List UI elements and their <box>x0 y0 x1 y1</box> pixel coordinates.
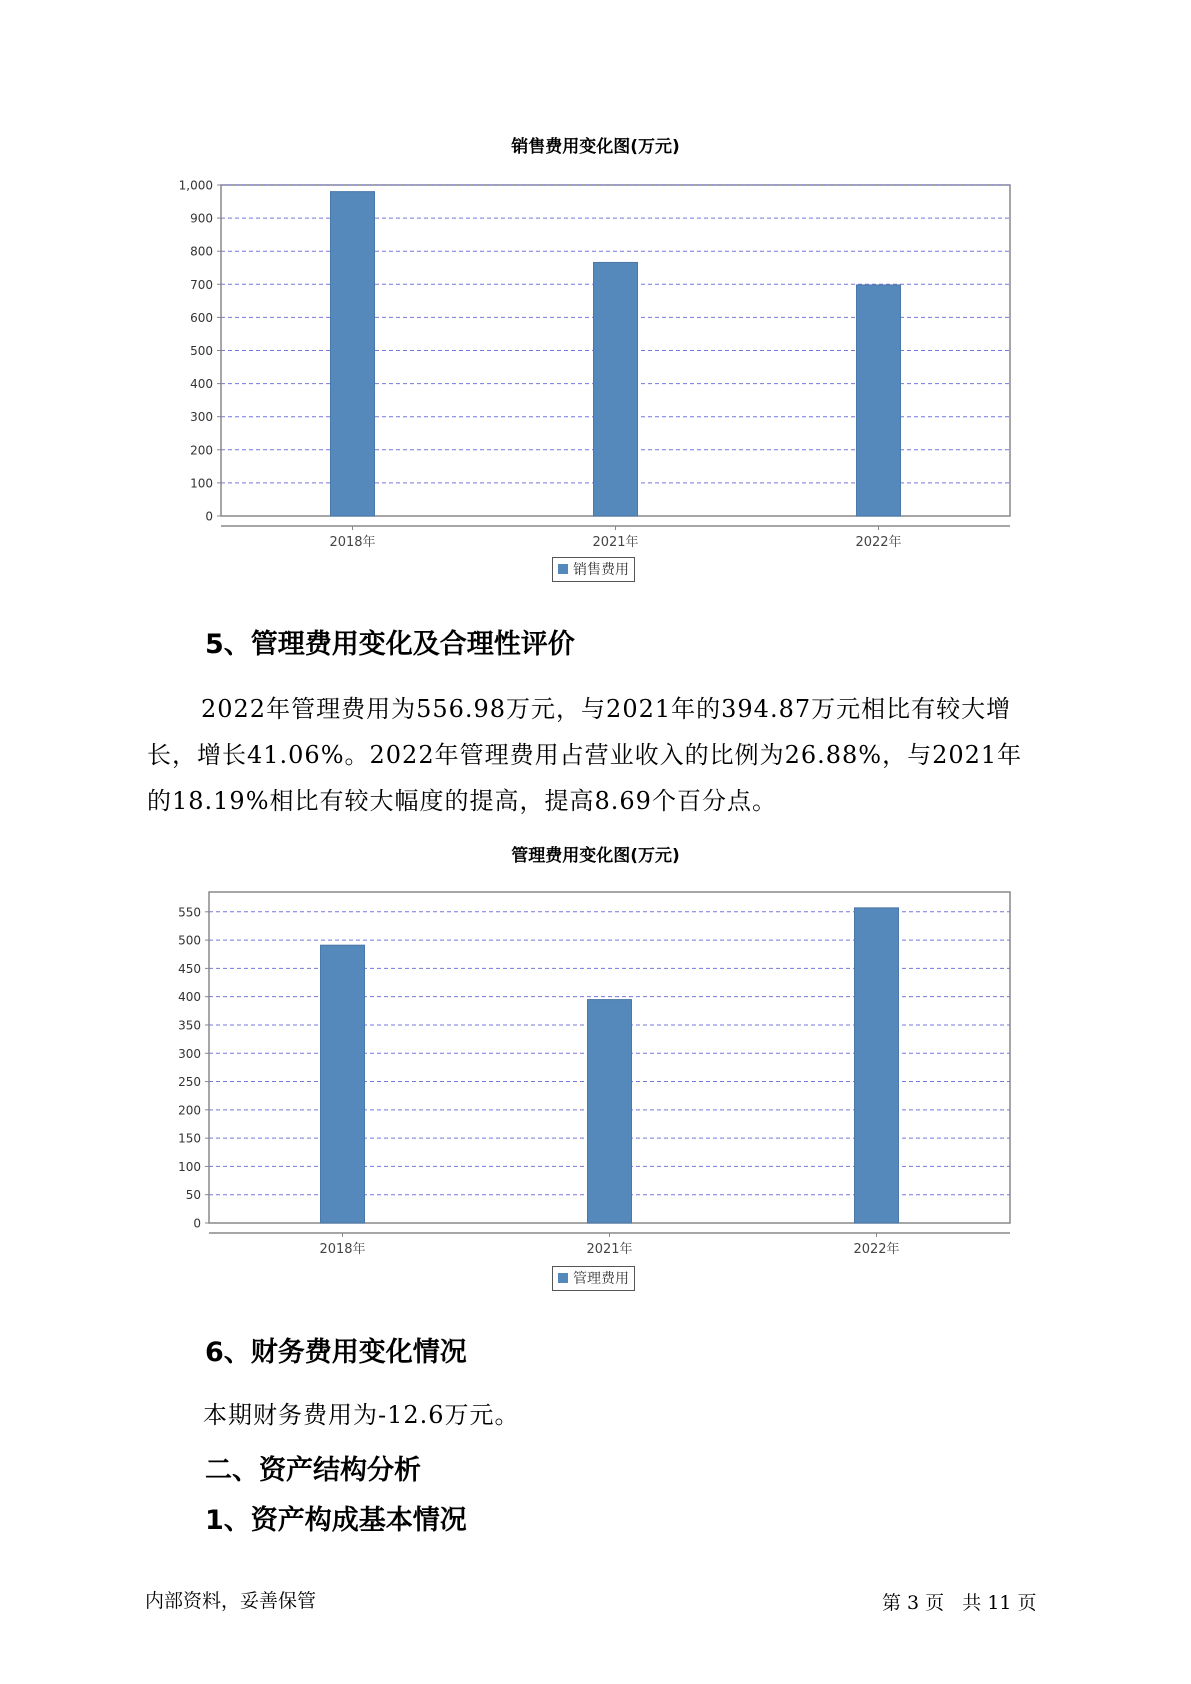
asset-structure-heading: 二、资产结构分析 <box>205 1455 421 1486</box>
y-tick-label: 200 <box>190 443 213 458</box>
y-tick-label: 400 <box>178 990 201 1005</box>
y-tick-label: 200 <box>178 1103 201 1118</box>
y-tick-label: 150 <box>178 1131 201 1146</box>
section-6-paragraph: 本期财务费用为-12.6万元。 <box>203 1401 520 1429</box>
y-tick-label: 550 <box>178 905 201 920</box>
section-5-paragraph: 2022年管理费用为556.98万元，与2021年的394.87万元相比有较大增长，增长41.06%。2022年管理费用占营业收入的比例为26.88%，与2021年的18.19%相比有较大幅度的提高，提高8.69个百分点。 <box>147 695 1023 815</box>
y-tick-label: 900 <box>190 211 213 226</box>
section-6-heading: 6、财务费用变化情况 <box>205 1337 467 1368</box>
y-tick-label: 100 <box>178 1159 201 1174</box>
y-tick-label: 800 <box>190 244 213 259</box>
y-tick-label: 300 <box>190 410 213 425</box>
footer-confidential: 内部资料，妥善保管 <box>145 1590 317 1612</box>
bar <box>855 908 899 1223</box>
y-tick-label: 500 <box>190 344 213 358</box>
x-tick-label: 2021年 <box>586 1242 633 1257</box>
y-tick-label: 250 <box>178 1075 201 1090</box>
y-tick-label: 50 <box>185 1188 201 1203</box>
y-tick-label: 600 <box>190 310 213 325</box>
section-5-heading: 5、管理费用变化及合理性评价 <box>205 629 575 660</box>
legend-label: 管理费用 <box>573 1271 629 1287</box>
chart-title: 管理费用变化图(万元) <box>511 846 680 866</box>
x-tick-label: 2022年 <box>855 535 902 550</box>
x-tick-label: 2021年 <box>592 535 639 550</box>
y-tick-label: 0 <box>205 509 213 524</box>
legend-swatch <box>558 1273 568 1283</box>
y-tick-label: 300 <box>178 1046 201 1061</box>
footer-page-number: 第 3 页 共 11 页 <box>882 1592 1037 1614</box>
y-tick-label: 400 <box>190 377 213 392</box>
y-tick-label: 700 <box>190 277 213 292</box>
legend-label: 销售费用 <box>573 562 629 578</box>
asset-composition-heading: 1、资产构成基本情况 <box>205 1505 467 1536</box>
y-tick-label: 100 <box>190 476 213 491</box>
bar <box>321 945 365 1223</box>
chart-title: 销售费用变化图(万元) <box>511 137 680 157</box>
y-tick-label: 350 <box>178 1018 201 1033</box>
chart-legend <box>552 1266 635 1291</box>
bar <box>588 1000 632 1223</box>
x-tick-label: 2022年 <box>853 1242 900 1257</box>
y-tick-label: 0 <box>193 1216 201 1231</box>
y-tick-label: 1,000 <box>178 178 213 193</box>
y-tick-label: 500 <box>178 933 201 948</box>
x-tick-label: 2018年 <box>319 1242 366 1257</box>
x-tick-label: 2018年 <box>329 535 376 550</box>
y-tick-label: 450 <box>178 961 201 976</box>
